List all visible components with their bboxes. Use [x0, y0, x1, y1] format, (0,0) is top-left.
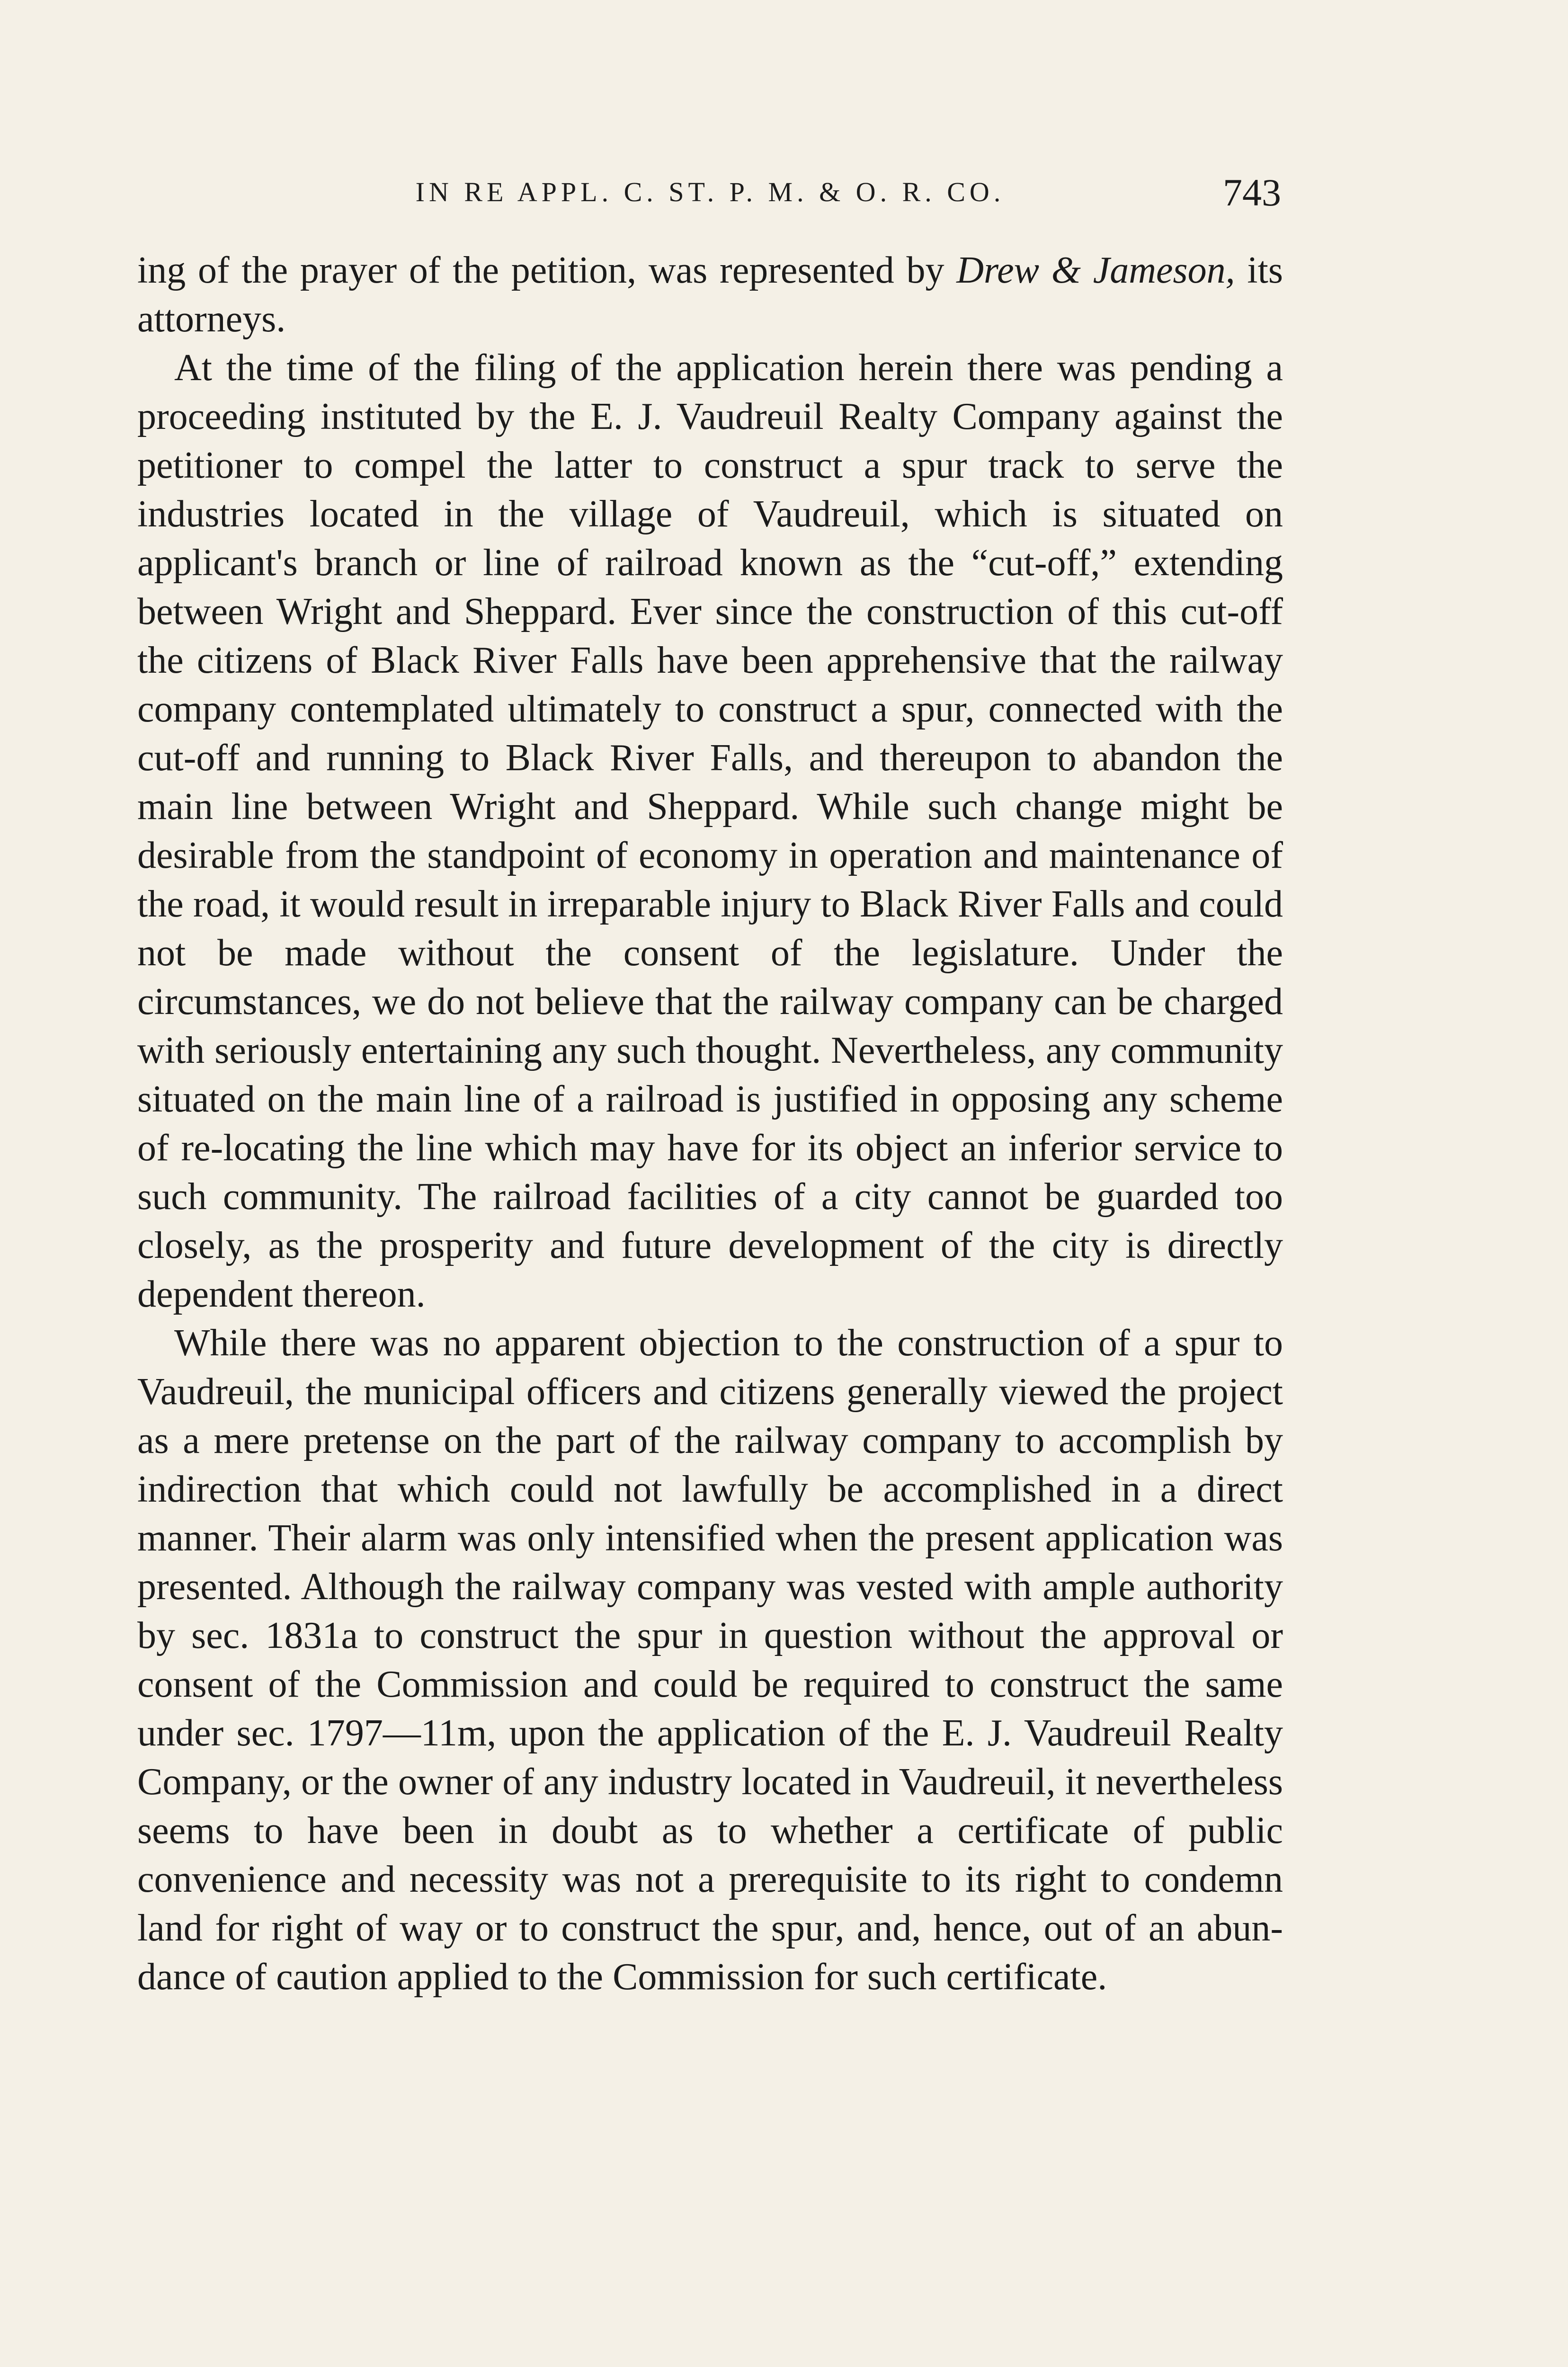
paragraph — [137, 1319, 1283, 2002]
text-run: At the time of the filing of the application herein there was pending a proceeding instituted by the E. J. Vaudreuil Realty Company against the petitioner to compel the latter to construct a spur track to serve the industries located in the village of Vaudreuil, which is situated on applicant's branch or line of railroad known as the “cut-off,” extending between Wright and Sheppard. Ever since the construction of this cut-off the citizens of Black River Falls have been apprehensive that the railway company contemplated ultimately to construct a spur, connected with the cut-off and running to Black River Falls, and thereupon to abandon the main line between Wright and Sheppard. While such change might be desirable from the standpoint of economy in operation and maintenance of the road, it would result in irreparable injury to Black River Falls and could not be made without the consent of the legislature. Under the circumstances, we do not believe that the railway company can be charged with seriously entertaining any such thought. Nevertheless, any community situated on the main line of a railroad is justified in opposing any scheme of re-locating the line which may have for its object an inferior service to such community. The railroad facilities of a city cannot be guarded too closely, as the prosperity and future development of the city is directly dependent thereon. — [137, 347, 1283, 1315]
body-text — [137, 246, 1283, 2002]
text-run: While there was no apparent objection to the construction of a spur to Vaudreuil, the municipal officers and citizens generally viewed the project as a mere pretense on the part of the railway company to accomplish by indirection that which could not lawfully be accomplished in a direct manner. Their alarm was only intensified when the present application was presented. Although the railway company was vested with ample authority by sec. 1831a to construct the spur in question without the approval or consent of the Commission and could be required to construct the same under sec. 1797—11m, upon the application of the E. J. Vaudreuil Realty Company, or the owner of any industry located in Vaudreuil, it nevertheless seems to have been in doubt as to whether a certificate of public convenience and necessity was not a prerequisite to its right to condemn land for right of way or to construct the spur, and, hence, out of an abundance of caution applied to the Commission for such certificate. — [137, 1322, 1283, 1998]
text-run: its attorneys. — [137, 249, 1283, 340]
paragraph — [137, 344, 1283, 1319]
paragraph — [137, 246, 1283, 344]
text-run: ing of the prayer of the petition, was represented by — [137, 249, 957, 291]
running-header — [137, 170, 1283, 222]
page-number: 743 — [1223, 171, 1281, 214]
italic-text: Drew & Jameson, — [956, 249, 1235, 291]
running-title: IN RE APPL. C. ST. P. M. & O. R. CO. — [415, 177, 1005, 207]
